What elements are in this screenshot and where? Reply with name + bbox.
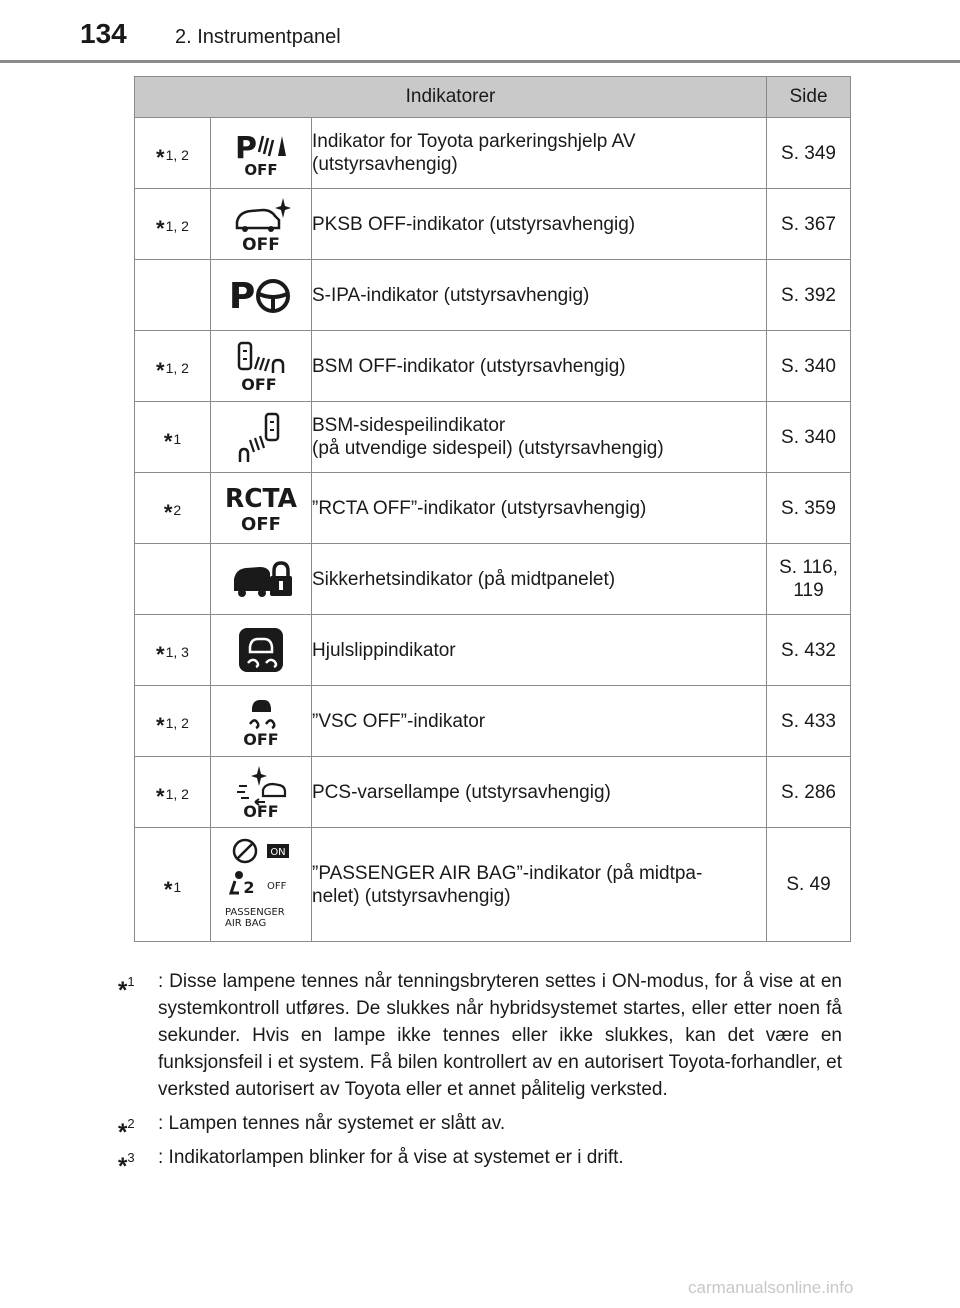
- description-line: nelet) (utstyrsavhengig): [312, 885, 511, 907]
- asterisk: *: [118, 977, 128, 1005]
- svg-text:OFF: OFF: [267, 880, 287, 892]
- table-header-row: [135, 77, 851, 118]
- section-title: 2. Instrumentpanel: [175, 26, 341, 48]
- asterisk: *: [156, 358, 165, 383]
- description-line: ”VSC OFF”-indikator: [312, 710, 486, 732]
- description-line: PCS-varsellampe (utstyrsavhengig): [312, 781, 611, 803]
- passenger-airbag-icon: [211, 828, 312, 942]
- page-reference-line: S. 340: [781, 426, 836, 448]
- svg-text:OFF: OFF: [242, 235, 280, 252]
- svg-text:PASSENGER: PASSENGER: [225, 906, 285, 918]
- page-reference-line: S. 392: [781, 284, 836, 306]
- description-line: ”PASSENGER AIR BAG”-indikator (på midtpa-: [312, 862, 703, 884]
- page-reference-line: S. 340: [781, 355, 836, 377]
- svg-text:P: P: [235, 131, 257, 166]
- svg-text:OFF: OFF: [243, 730, 279, 748]
- footnote-ref-number: 1: [173, 878, 182, 895]
- svg-text:RCTA: RCTA: [225, 484, 297, 514]
- page-reference: [767, 260, 851, 331]
- page-reference: [767, 331, 851, 402]
- footnotes: [118, 968, 842, 1181]
- pksb-off-icon: [211, 189, 312, 260]
- table-row: [135, 331, 851, 402]
- table-row: [135, 686, 851, 757]
- page-reference-line: S. 433: [781, 710, 836, 732]
- page-number: 134: [80, 18, 127, 49]
- table-row: [135, 189, 851, 260]
- svg-text:2: 2: [243, 877, 255, 897]
- indicator-description: [312, 828, 767, 942]
- description-line: ”RCTA OFF”-indikator (utstyrsavhengig): [312, 497, 647, 519]
- description-line: (på utvendige sidespeil) (utstyrsavhengig): [312, 438, 664, 459]
- footnote-number: 3: [127, 1150, 135, 1165]
- indicator-description: [312, 402, 767, 473]
- table-row: [135, 828, 851, 942]
- indicator-description: [312, 544, 767, 615]
- footnote-text: : Lampen tennes når systemet er slått av.: [158, 1113, 506, 1134]
- footnote-marker: [118, 1110, 135, 1147]
- footnote-number: 1: [127, 974, 135, 989]
- footnote-ref-number: 2: [173, 502, 182, 518]
- footnote-ref: [135, 260, 211, 331]
- page-reference: [767, 473, 851, 544]
- asterisk: *: [118, 1153, 128, 1181]
- svg-text:OFF: OFF: [241, 514, 281, 533]
- asterisk: *: [118, 1119, 128, 1147]
- footnote-ref: [135, 331, 211, 402]
- description-line: BSM-sidespeilindikator: [312, 415, 506, 436]
- header-divider: [0, 60, 960, 63]
- page-reference: [767, 118, 851, 189]
- footnote: [118, 968, 842, 1103]
- indicator-description: [312, 189, 767, 260]
- footnote-ref-number: 1: [173, 431, 182, 447]
- table-row: [135, 118, 851, 189]
- page-reference-line: S. 432: [781, 639, 836, 661]
- description-line: PKSB OFF-indikator (utstyrsavhengig): [312, 213, 636, 235]
- indicator-description: [312, 686, 767, 757]
- watermark: carmanualsonline.info: [688, 1278, 854, 1297]
- indicator-description: [312, 118, 767, 189]
- svg-text:ON: ON: [270, 846, 286, 858]
- indicator-description: [312, 473, 767, 544]
- header-page: Side: [767, 77, 851, 118]
- description-line: (utstyrsavhengig): [312, 154, 458, 175]
- header-indicators: Indikatorer: [135, 77, 767, 118]
- table-row: [135, 757, 851, 828]
- asterisk: *: [163, 876, 173, 902]
- page-reference-line: S. 49: [786, 874, 831, 895]
- page-reference-line: S. 367: [781, 213, 836, 235]
- page-reference-line: S. 359: [781, 497, 836, 519]
- security-icon: [211, 544, 312, 615]
- indicator-description: [312, 331, 767, 402]
- footnote-ref-number: 1, 2: [165, 360, 189, 376]
- footnote: [118, 1144, 842, 1181]
- footnote-number: 2: [127, 1116, 135, 1131]
- table-row: [135, 260, 851, 331]
- asterisk: *: [156, 145, 165, 170]
- page-reference: [767, 757, 851, 828]
- asterisk: *: [156, 642, 165, 667]
- page-reference: [767, 615, 851, 686]
- page-reference-line: S. 349: [781, 142, 836, 164]
- s-ipa-icon: [211, 260, 312, 331]
- slip-icon: [211, 615, 312, 686]
- footnote-ref: [135, 189, 211, 260]
- svg-text:P: P: [229, 276, 256, 317]
- footnote-ref: [135, 402, 211, 473]
- footnote-ref: [135, 544, 211, 615]
- svg-text:OFF: OFF: [244, 161, 278, 178]
- page-reference: [767, 828, 851, 942]
- asterisk: *: [163, 500, 173, 525]
- table-row: [135, 544, 851, 615]
- page-reference-line: S. 116,: [779, 557, 838, 578]
- footnote-ref-number: 1, 2: [165, 786, 189, 802]
- parking-assist-off-icon: [211, 118, 312, 189]
- footnote-marker: [118, 968, 135, 1005]
- description-line: BSM OFF-indikator (utstyrsavhengig): [312, 355, 626, 377]
- footnote-ref: [135, 118, 211, 189]
- description-line: Hjulslippindikator: [312, 639, 456, 661]
- footnote-ref-number: 1, 2: [165, 715, 189, 731]
- asterisk: *: [163, 429, 173, 454]
- asterisk: *: [156, 216, 165, 241]
- footnote-ref: [135, 473, 211, 544]
- asterisk: *: [156, 713, 165, 738]
- footnote-ref: [135, 686, 211, 757]
- footnote-ref: [135, 615, 211, 686]
- asterisk: *: [156, 784, 165, 809]
- indicator-table: [134, 76, 851, 942]
- footnote: [118, 1110, 842, 1147]
- svg-text:OFF: OFF: [243, 802, 279, 820]
- bsm-off-icon: [211, 331, 312, 402]
- description-line: Indikator for Toyota parkeringshjelp AV: [312, 131, 636, 152]
- indicator-description: [312, 260, 767, 331]
- svg-text:OFF: OFF: [241, 375, 277, 393]
- footnote-text: : Disse lampene tennes når tenningsbryteren settes i ON-modus, for å vise at en systemkontroll utføres. De slukkes når hybridsystemet startes, eller etter noen få sekunder. Hvis en lampe ikke tennes eller ikke slukkes, kan det være en funksjonsfeil i et system. Få bilen kontrollert av en autorisert Toyota-forhandler, et verksted autorisert av Toyota eller et annet pålitelig verksted.: [158, 971, 842, 1100]
- footnote-ref: [135, 757, 211, 828]
- indicator-description: [312, 615, 767, 686]
- footnote-ref-number: 1, 3: [165, 644, 189, 660]
- table-row: [135, 615, 851, 686]
- bsm-mirror-icon: [211, 402, 312, 473]
- page-reference: [767, 686, 851, 757]
- pcs-warning-icon: [211, 757, 312, 828]
- vsc-off-icon: [211, 686, 312, 757]
- description-line: Sikkerhetsindikator (på midtpanelet): [312, 568, 616, 590]
- footnote-ref: [135, 828, 211, 942]
- footnote-marker: [118, 1144, 135, 1181]
- footnote-ref-number: 1, 2: [165, 147, 189, 163]
- rcta-off-icon: [211, 473, 312, 544]
- page-reference: [767, 544, 851, 615]
- table-row: [135, 402, 851, 473]
- footnote-text: : Indikatorlampen blinker for å vise at systemet er i drift.: [158, 1147, 624, 1168]
- page-reference-line: 119: [793, 580, 824, 601]
- page-reference: [767, 402, 851, 473]
- description-line: S-IPA-indikator (utstyrsavhengig): [312, 284, 590, 306]
- page-reference: [767, 189, 851, 260]
- table-row: [135, 473, 851, 544]
- indicator-description: [312, 757, 767, 828]
- svg-text:AIR BAG: AIR BAG: [225, 917, 267, 929]
- footnote-ref-number: 1, 2: [165, 218, 189, 234]
- page-reference-line: S. 286: [781, 781, 836, 803]
